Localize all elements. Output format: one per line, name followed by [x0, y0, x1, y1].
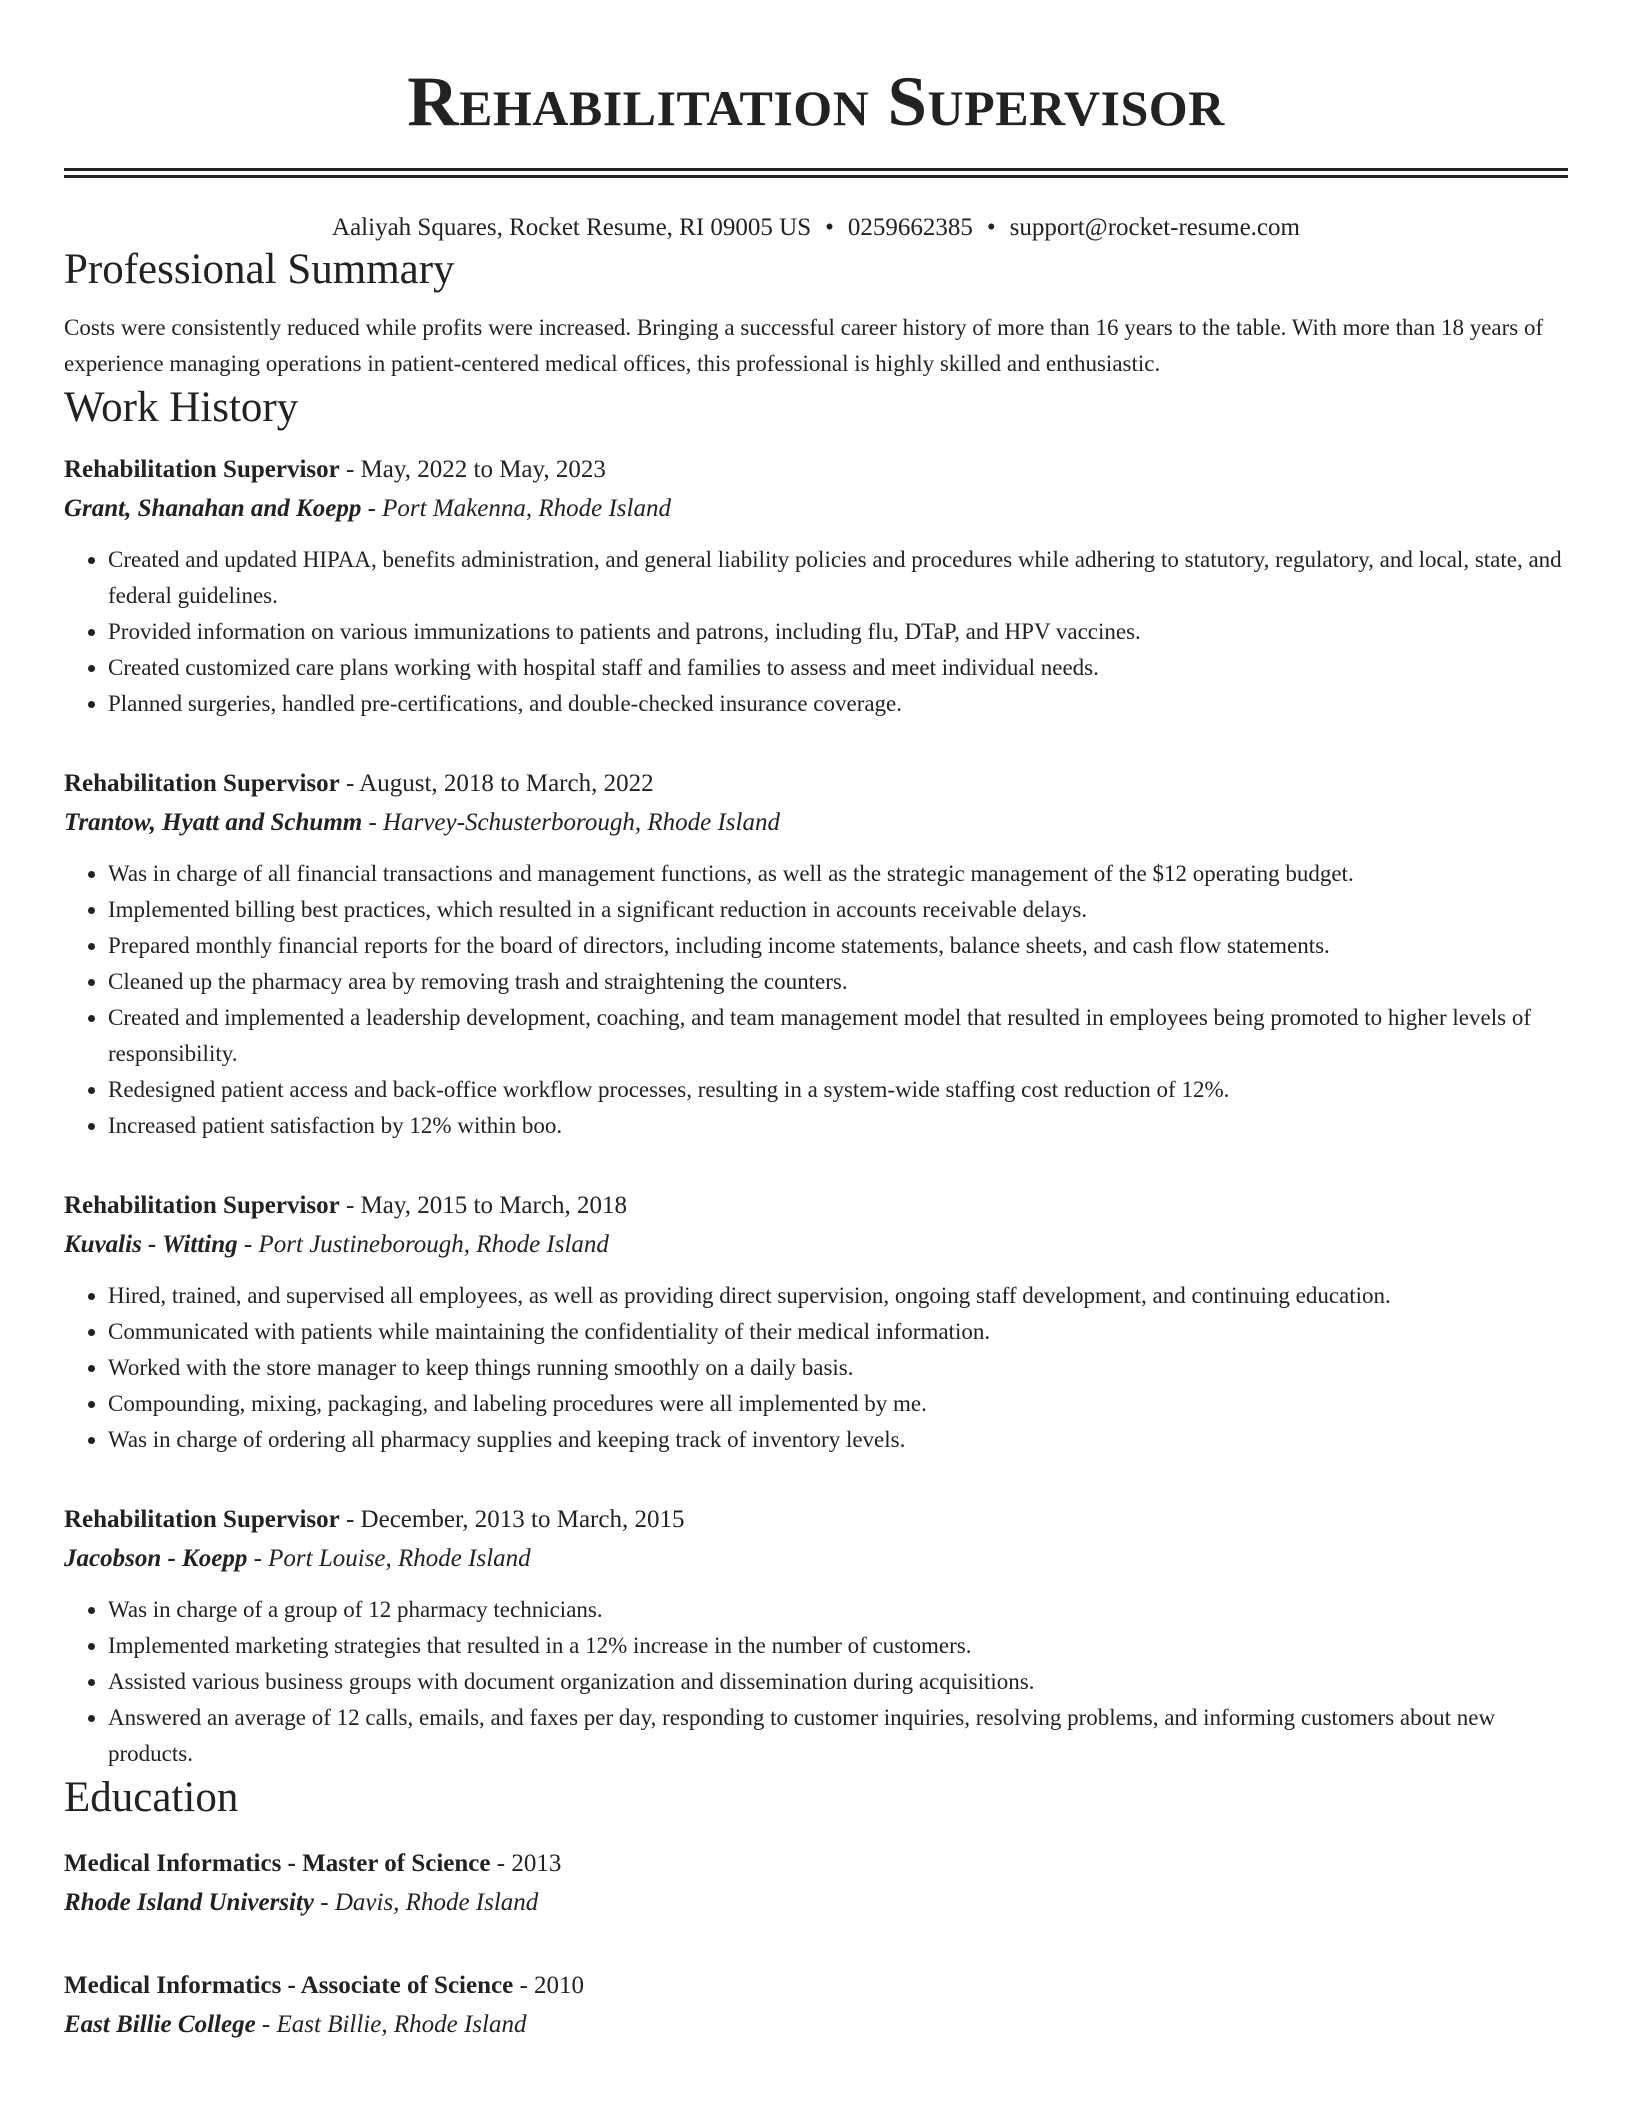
job-entry: [64, 1186, 1568, 1458]
contact-separator: •: [825, 214, 834, 241]
job-bullet: • Was in charge of a group of 12 pharmacy technicians.: [108, 1592, 1568, 1628]
job-role: Rehabilitation Supervisor: [64, 1192, 340, 1219]
job-bullets: [64, 1592, 1568, 1772]
job-bullets: [64, 542, 1568, 722]
job-bullet: • Prepared monthly financial reports for the board of directors, including income statements, balance sheets, and cash flow statements.: [108, 928, 1568, 964]
job-location: - Port Justineborough, Rhode Island: [243, 1231, 609, 1258]
job-dates: - May, 2022 to May, 2023: [345, 456, 606, 483]
education-school-line: [64, 2006, 1568, 2044]
job-entry: [64, 1500, 1568, 1772]
summary-heading: Professional Summary: [64, 246, 455, 293]
job-company-line: [64, 490, 1568, 528]
job-company-line: [64, 804, 1568, 842]
job-bullet: • Cleaned up the pharmacy area by removing trash and straightening the counters.: [108, 964, 1568, 1000]
job-role: Rehabilitation Supervisor: [64, 770, 340, 797]
job-bullet: • Was in charge of all financial transactions and management functions, as well as the strategic management of the $12 operating budget.: [108, 856, 1568, 892]
job-role: Rehabilitation Supervisor: [64, 456, 340, 483]
job-company-line: [64, 1540, 1568, 1578]
job-bullet: • Created customized care plans working with hospital staff and families to assess and meet individual needs.: [108, 650, 1568, 686]
education-school-line: [64, 1884, 1568, 1922]
job-company: Jacobson - Koepp: [64, 1545, 248, 1572]
resume-title: Rehabilitation Supervisor: [407, 63, 1225, 141]
education-heading: Education: [64, 1774, 239, 1821]
job-title-line: [64, 1500, 1568, 1540]
job-dates: - May, 2015 to March, 2018: [345, 1192, 627, 1219]
education-location: - Davis, Rhode Island: [320, 1889, 539, 1916]
job-entry: [64, 450, 1568, 722]
resume-page: [64, 0, 1568, 2044]
education-degree-line: [64, 1966, 1568, 2006]
job-location: - Port Makenna, Rhode Island: [367, 495, 671, 522]
job-bullet: • Redesigned patient access and back-office workflow processes, resulting in a system-wide staffing cost reduction of 12%.: [108, 1072, 1568, 1108]
job-location: - Port Louise, Rhode Island: [253, 1545, 531, 1572]
job-bullets: [64, 856, 1568, 1144]
contact-line: [64, 212, 1568, 244]
job-bullet: • Implemented marketing strategies that resulted in a 12% increase in the number of customers.: [108, 1628, 1568, 1664]
job-bullet: • Provided information on various immunizations to patients and patrons, including flu, DTaP, and HPV vaccines.: [108, 614, 1568, 650]
education-entry: [64, 1966, 1568, 2044]
job-bullet: • Hired, trained, and supervised all employees, as well as providing direct supervision, ongoing staff development, and continuing education.: [108, 1278, 1568, 1314]
contact-email: support@rocket-resume.com: [1009, 214, 1300, 241]
education-school: East Billie College: [64, 2011, 256, 2038]
contact-phone: 0259662385: [847, 214, 973, 241]
job-bullet: • Was in charge of ordering all pharmacy supplies and keeping track of inventory levels.: [108, 1422, 1568, 1458]
education-degree: Medical Informatics - Associate of Science: [64, 1972, 514, 1999]
job-bullet: • Compounding, mixing, packaging, and labeling procedures were all implemented by me.: [108, 1386, 1568, 1422]
job-company-line: [64, 1226, 1568, 1264]
education-year: - 2013: [496, 1850, 562, 1877]
job-title-line: [64, 764, 1568, 804]
job-bullet: • Increased patient satisfaction by 12% within boo.: [108, 1108, 1568, 1144]
job-title-line: [64, 450, 1568, 490]
job-bullets: [64, 1278, 1568, 1458]
contact-separator: •: [986, 214, 996, 241]
job-role: Rehabilitation Supervisor: [64, 1506, 340, 1533]
title-divider: [64, 168, 1568, 178]
education-location: - East Billie, Rhode Island: [261, 2011, 527, 2038]
education-school: Rhode Island University: [64, 1889, 315, 1916]
job-bullet: • Created and implemented a leadership development, coaching, and team management model that resulted in employees being promoted to higher levels of responsibility.: [108, 1000, 1568, 1072]
job-dates: - December, 2013 to March, 2015: [345, 1506, 685, 1533]
education-year: - 2010: [519, 1972, 585, 1999]
job-bullet: • Answered an average of 12 calls, emails, and faxes per day, responding to customer inquiries, resolving problems, and informing customers about new products.: [108, 1700, 1568, 1772]
job-bullet: • Created and updated HIPAA, benefits administration, and general liability policies and procedures while adhering to statutory, regulatory, and local, state, and federal guidelines.: [108, 542, 1568, 614]
work-history-heading: Work History: [64, 384, 299, 431]
job-title-line: [64, 1186, 1568, 1226]
job-company: Kuvalis - Witting: [64, 1231, 238, 1258]
job-dates: - August, 2018 to March, 2022: [345, 770, 654, 797]
summary-text: Costs were consistently reduced while profits were increased. Bringing a successful career history of more than 16 years to the table. With more than 18 years of experience managing operations in patient-centered medical offices, this professional is highly skilled and enthusiastic.: [64, 315, 1544, 376]
job-entry: [64, 764, 1568, 1144]
job-bullet: • Worked with the store manager to keep things running smoothly on a daily basis.: [108, 1350, 1568, 1386]
education-degree-line: [64, 1844, 1568, 1884]
education-degree: Medical Informatics - Master of Science: [64, 1850, 491, 1877]
job-location: - Harvey-Schusterborough, Rhode Island: [368, 809, 780, 836]
job-company: Grant, Shanahan and Koepp: [64, 495, 362, 522]
education-entry: [64, 1844, 1568, 1922]
job-bullet: • Communicated with patients while maintaining the confidentiality of their medical information.: [108, 1314, 1568, 1350]
job-bullet: • Assisted various business groups with document organization and dissemination during acquisitions.: [108, 1664, 1568, 1700]
contact-address: Aaliyah Squares, Rocket Resume, RI 09005 US: [332, 214, 812, 241]
job-bullet: • Planned surgeries, handled pre-certifications, and double-checked insurance coverage.: [108, 686, 1568, 722]
job-bullet: • Implemented billing best practices, which resulted in a significant reduction in accounts receivable delays.: [108, 892, 1568, 928]
job-company: Trantow, Hyatt and Schumm: [64, 809, 363, 836]
